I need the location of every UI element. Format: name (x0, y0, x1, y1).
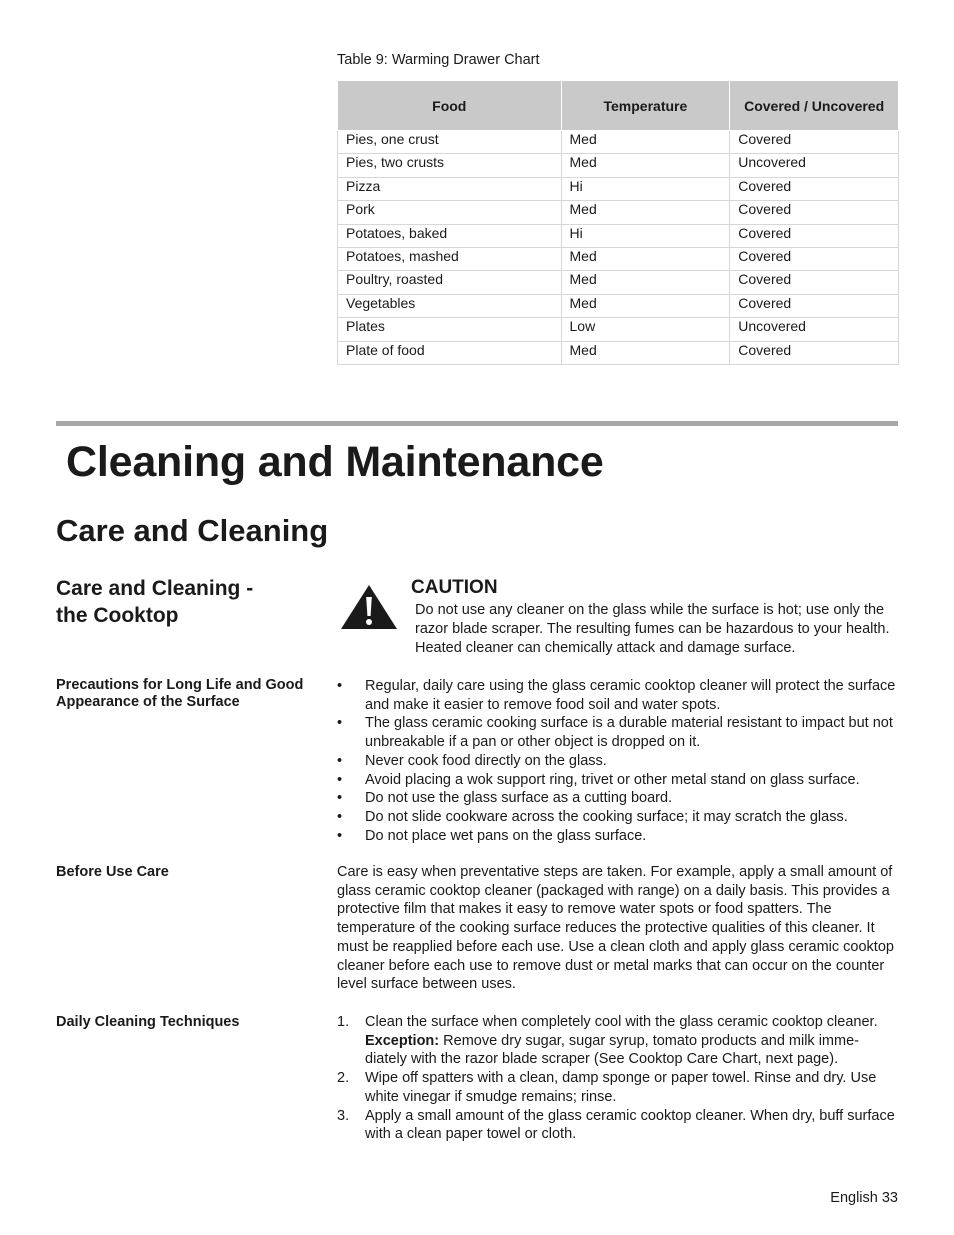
temperature-cell: Med (561, 247, 730, 270)
list-item (337, 714, 902, 751)
caution-title: CAUTION (411, 577, 498, 598)
subsection-title-line2: the Cooktop (56, 604, 179, 627)
bullet: • (337, 827, 343, 844)
bullet: • (337, 808, 343, 825)
food-cell: Potatoes, mashed (338, 247, 562, 270)
list-item-text: Do not place wet pans on the glass surface. (365, 827, 647, 844)
list-item-text: The glass ceramic cooking surface is a durable material resistant to impact but not unbreakable if a pan or other object is dropped on it. (365, 715, 893, 751)
precautions-label: Precautions for Long Life and Good Appearance of the Surface (56, 677, 304, 710)
food-cell: Pies, two crusts (338, 154, 562, 177)
list-item-text: Regular, daily care using the glass ceramic cooktop cleaner will protect the surface and make it easier to remove food soil and water spots. (365, 678, 896, 713)
step-text: Clean the surface when completely cool with the glass ceramic cooktop cleaner. (365, 1014, 878, 1030)
list-item (337, 677, 902, 714)
list-item (337, 789, 902, 808)
table-header-row (338, 81, 899, 131)
covered-cell: Covered (730, 247, 899, 270)
step-text: Apply a small amount of the glass ceramic cooktop cleaner. When dry, buff surface with a clean paper towel or cloth. (365, 1107, 895, 1143)
bullet: • (337, 752, 343, 769)
step-number: 1. (337, 1014, 350, 1030)
covered-cell: Covered (730, 271, 899, 294)
daily-cleaning-steps (337, 1013, 899, 1144)
subsection-title (56, 575, 253, 629)
page-number: English 33 (830, 1190, 898, 1206)
covered-cell: Covered (730, 294, 899, 317)
precautions-list (337, 677, 902, 845)
food-cell: Potatoes, baked (338, 224, 562, 247)
before-use-text: Care is easy when preventative steps are taken. For example, apply a small amount of glass ceramic cooktop cleaner (packaged with range) on a daily basis. This provides a protective film that makes it easy to remove water spots or food spatters. The temperature of the cooking surface reduces the protective qualities of this cleaner. It must be reapplied before each use. Use a clean cloth and apply glass ceramic cooktop cleaner before each use to remove dust or metal marks that can occur on the counter level surface between uses. (337, 864, 894, 993)
warning-triangle-icon (340, 584, 398, 630)
exception-label: Exception: (365, 1032, 440, 1049)
temperature-cell: Med (561, 201, 730, 224)
table-row (338, 224, 899, 247)
daily-cleaning-label: Daily Cleaning Techniques (56, 1014, 240, 1030)
food-cell: Plates (338, 318, 562, 341)
bullet: • (337, 715, 343, 732)
food-cell: Pork (338, 201, 562, 224)
temperature-cell: Med (561, 154, 730, 177)
step-item (337, 1013, 899, 1069)
covered-cell: Covered (730, 201, 899, 224)
chapter-title: Cleaning and Maintenance (66, 438, 604, 486)
column-header-temperature: Temperature (561, 81, 730, 131)
food-cell: Poultry, roasted (338, 271, 562, 294)
table-row (338, 294, 899, 317)
column-header-covered: Covered / Uncovered (730, 81, 899, 131)
table-row (338, 271, 899, 294)
temperature-cell: Low (561, 318, 730, 341)
table-row (338, 318, 899, 341)
step-item (337, 1069, 899, 1106)
table-caption: Table 9: Warming Drawer Chart (337, 52, 540, 68)
bullet: • (337, 771, 343, 788)
list-item (337, 808, 902, 827)
temperature-cell: Med (561, 294, 730, 317)
covered-cell: Uncovered (730, 318, 899, 341)
list-item (337, 771, 902, 790)
covered-cell: Covered (730, 131, 899, 154)
table-row (338, 247, 899, 270)
list-item-text: Avoid placing a wok support ring, trivet or other metal stand on glass surface. (365, 771, 860, 788)
temperature-cell: Hi (561, 224, 730, 247)
step-number: 2. (337, 1070, 350, 1087)
column-header-food: Food (338, 81, 562, 131)
exception-text: Remove dry sugar, sugar syrup, tomato products and milk imme-diately with the razor blade scraper (See Cooktop Care Chart, next page). (365, 1032, 859, 1068)
food-cell: Pies, one crust (338, 131, 562, 154)
section-title: Care and Cleaning (56, 513, 329, 548)
table-row (338, 341, 899, 364)
warming-drawer-table (337, 80, 899, 365)
caution-text: Do not use any cleaner on the glass while the surface is hot; use only the razor blade scraper. The resulting fumes can be hazardous to your health. Heated cleaner can chemically attack and damage surface. (415, 602, 890, 656)
covered-cell: Covered (730, 177, 899, 200)
covered-cell: Covered (730, 341, 899, 364)
temperature-cell: Med (561, 271, 730, 294)
temperature-cell: Med (561, 341, 730, 364)
covered-cell: Covered (730, 224, 899, 247)
temperature-cell: Hi (561, 177, 730, 200)
temperature-cell: Med (561, 131, 730, 154)
list-item-text: Never cook food directly on the glass. (365, 752, 607, 769)
step-number: 3. (337, 1107, 350, 1124)
step-text: Wipe off spatters with a clean, damp sponge or paper towel. Rinse and dry. Use white vinegar if smudge remains; rinse. (365, 1070, 877, 1105)
food-cell: Plate of food (338, 341, 562, 364)
table-row (338, 131, 899, 154)
food-cell: Pizza (338, 177, 562, 200)
covered-cell: Uncovered (730, 154, 899, 177)
bullet: • (337, 790, 343, 807)
table-row (338, 177, 899, 200)
before-use-label: Before Use Care (56, 864, 169, 880)
list-item (337, 827, 902, 846)
table-row (338, 201, 899, 224)
list-item-text: Do not use the glass surface as a cutting board. (365, 790, 673, 807)
subsection-title-line1: Care and Cleaning - (56, 577, 254, 600)
step-item (337, 1107, 899, 1144)
list-item (337, 752, 902, 771)
bullet: • (337, 678, 343, 694)
food-cell: Vegetables (338, 294, 562, 317)
section-divider (56, 421, 898, 426)
list-item-text: Do not slide cookware across the cooking surface; it may scratch the glass. (365, 808, 848, 825)
table-row (338, 154, 899, 177)
